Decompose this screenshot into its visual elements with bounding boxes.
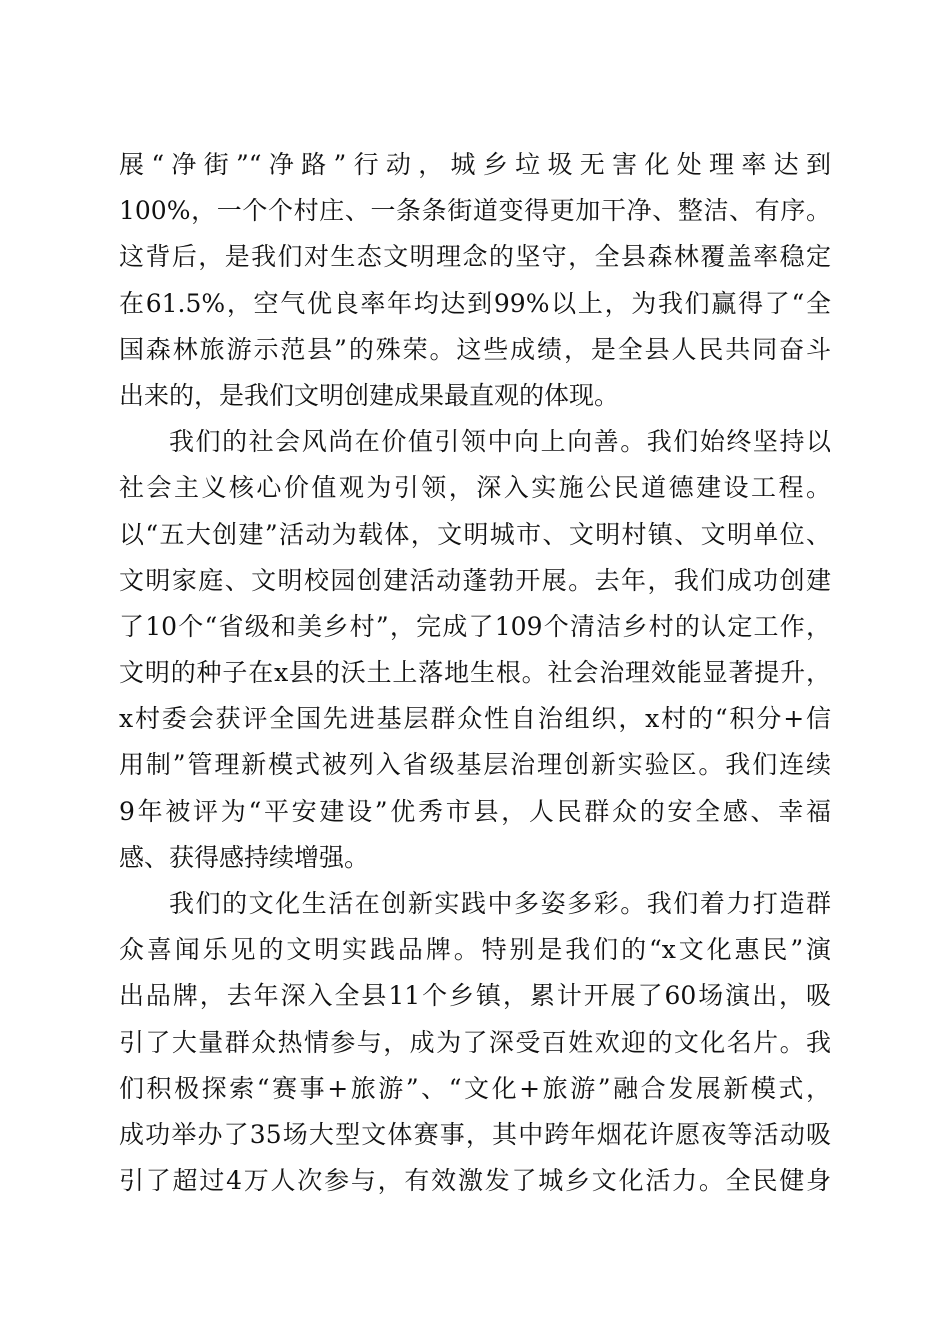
text-line: 出来的，是我们文明创建成果最直观的体现。 <box>119 380 620 410</box>
text-line: 感、获得感持续增强。 <box>119 842 370 872</box>
paragraph-2 <box>119 419 831 881</box>
text-line: x村委会获评全国先进基层群众性自治组织，x村的“积分+信 <box>119 704 831 734</box>
text-line: 社会主义核心价值观为引领，深入实施公民道德建设工程。 <box>119 473 831 503</box>
text-line: 9年被评为“平安建设”优秀市县，人民群众的安全感、幸福 <box>119 796 831 826</box>
text-line: 文明的种子在x县的沃土上落地生根。社会治理效能显著提升， <box>119 658 831 688</box>
text-line: 这背后，是我们对生态文明理念的坚守，全县森林覆盖率稳定 <box>119 242 831 272</box>
text-line: 用制”管理新模式被列入省级基层治理创新实验区。我们连续 <box>119 750 831 780</box>
paragraph-1 <box>119 142 831 419</box>
text-line: 展“净街”“净路”行动，城乡垃圾无害化处理率达到 <box>119 150 831 179</box>
text-line: 成功举办了35场大型文体赛事，其中跨年烟花许愿夜等活动吸 <box>119 1119 831 1149</box>
text-line: 在61.5%，空气优良率年均达到99%以上，为我们赢得了“全 <box>119 288 831 318</box>
text-line: 出品牌，去年深入全县11个乡镇，累计开展了60场演出，吸 <box>119 981 831 1011</box>
text-line: 我们的文化生活在创新实践中多姿多彩。我们着力打造群 <box>169 889 831 918</box>
text-line: 以“五大创建”活动为载体，文明城市、文明村镇、文明单位、 <box>119 519 831 549</box>
text-line: 引了大量群众热情参与，成为了深受百姓欢迎的文化名片。我 <box>119 1027 831 1057</box>
text-line: 们积极探索“赛事+旅游”、“文化+旅游”融合发展新模式， <box>119 1073 831 1103</box>
document-body <box>119 142 831 1204</box>
text-line: 众喜闻乐见的文明实践品牌。特别是我们的“x文化惠民”演 <box>119 935 831 965</box>
text-line: 国森林旅游示范县”的殊荣。这些成绩，是全县人民共同奋斗 <box>119 334 831 364</box>
text-line: 了10个“省级和美乡村”，完成了109个清洁乡村的认定工作， <box>119 611 831 641</box>
paragraph-3 <box>119 881 831 1204</box>
text-line: 我们的社会风尚在价值引领中向上向善。我们始终坚持以 <box>169 427 831 457</box>
text-line: 文明家庭、文明校园创建活动蓬勃开展。去年，我们成功创建 <box>119 565 831 595</box>
text-line: 引了超过4万人次参与，有效激发了城乡文化活力。全民健身 <box>119 1166 831 1196</box>
text-line: 100%，一个个村庄、一条条街道变得更加干净、整洁、有序。 <box>119 196 831 226</box>
